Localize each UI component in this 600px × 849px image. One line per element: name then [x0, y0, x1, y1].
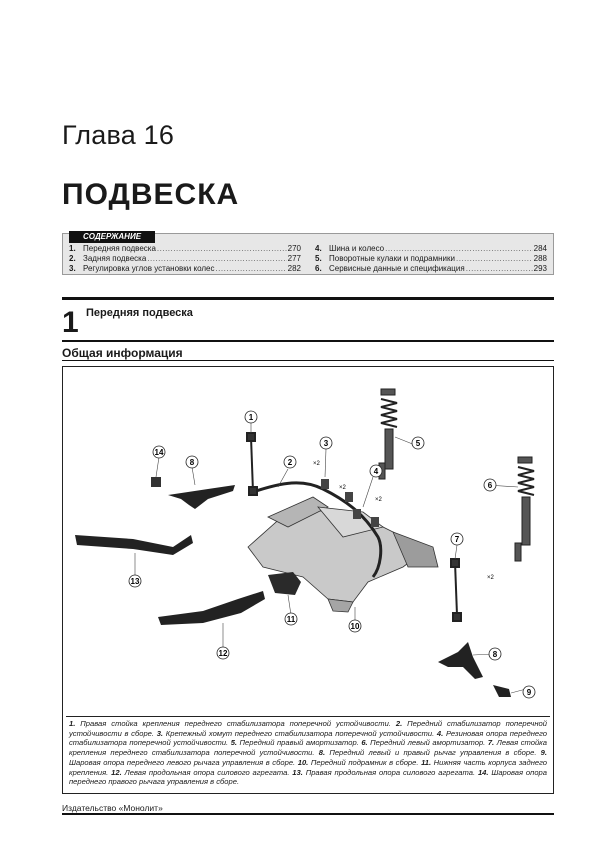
section-title: Передняя подвеска: [86, 307, 193, 319]
publisher-footer: Издательство «Монолит»: [62, 803, 163, 813]
svg-text:5: 5: [415, 439, 421, 448]
section-number: 1: [62, 306, 79, 339]
subsection-title: Общая информация: [62, 346, 183, 360]
toc-entry[interactable]: [315, 244, 547, 254]
toc-entry-title: Передняя подвеска: [83, 244, 156, 253]
callout-8-top: [186, 456, 198, 468]
toc-entry-number: 1.: [69, 244, 76, 253]
toc-entry-title: Задняя подвеска: [83, 254, 147, 263]
svg-text:13: 13: [130, 577, 140, 586]
toc-leader: [157, 244, 287, 254]
toc-entry-title: Сервисные данные и спецификация: [329, 264, 465, 273]
callout-12: [217, 647, 229, 659]
callout-11: [285, 613, 297, 625]
toc-entry-number: 2.: [69, 254, 76, 263]
toc-entry-title: Регулировка углов установки колес: [83, 264, 215, 273]
toc-entry-title: Поворотные кулаки и подрамники: [329, 254, 455, 263]
toc-entry-page: 270: [287, 244, 301, 253]
svg-text:10: 10: [350, 622, 360, 631]
control-arm-left: [438, 642, 483, 679]
toc-leader: [466, 264, 533, 274]
toc-entry-page: 277: [287, 254, 301, 263]
callout-8-bottom: [489, 648, 501, 660]
powertrain-support-left: [158, 591, 265, 625]
toc-entry-number: 5.: [315, 254, 322, 263]
callout-5: [412, 437, 424, 449]
svg-text:11: 11: [286, 615, 296, 624]
section-rule-top: [62, 297, 554, 300]
callout-13: [129, 575, 141, 587]
toc-entry-number: 3.: [69, 264, 76, 273]
toc-leader: [215, 264, 286, 274]
suspension-diagram: [63, 367, 555, 715]
toc-leader: [385, 244, 533, 254]
toc-entry[interactable]: [315, 254, 547, 264]
callout-4: [370, 465, 382, 477]
svg-text:1: 1: [248, 413, 254, 422]
caption-divider: [66, 716, 550, 717]
toc-leader: [147, 254, 286, 264]
svg-text:9: 9: [526, 688, 532, 697]
toc-column-left: [69, 244, 301, 274]
quantity-mark: ×2: [313, 461, 320, 467]
ball-joint-right: [151, 477, 161, 487]
svg-text:8: 8: [492, 650, 498, 659]
callout-6: [484, 479, 496, 491]
front-subframe: [248, 497, 438, 612]
toc-entry[interactable]: [69, 244, 301, 254]
svg-text:3: 3: [323, 439, 329, 448]
toc-header: СОДЕРЖАНИЕ: [69, 231, 155, 243]
callout-7: [451, 533, 463, 545]
callout-9: [523, 686, 535, 698]
chapter-label: Глава 16: [62, 120, 175, 150]
svg-text:4: 4: [373, 467, 379, 476]
svg-text:7: 7: [454, 535, 460, 544]
toc-entry[interactable]: [315, 264, 547, 274]
control-arm-right: [168, 485, 235, 509]
powertrain-support-right: [75, 535, 193, 555]
quantity-mark: ×2: [487, 575, 494, 581]
section-rule-bottom: [62, 340, 554, 342]
callout-10: [349, 620, 361, 632]
ball-joint-left: [493, 685, 511, 697]
toc-entry-page: 282: [287, 264, 301, 273]
figure-caption: 1. Правая стойка крепления переднего стабилизатора поперечной устойчивости. 2. Передний стабилизатор поперечной устойчивости в сборе. 3. Крепежный хомут переднего стабилизатора поперечной устойчивости. 4. Резиновая опора переднего стабилизатора поперечной устойчивости. 5. Передний правый амортизатор. 6. Передний левый амортизатор. 7. Левая стойка крепления переднего стабилизатора поперечной устойчивости. 8. Передний левый и правый рычаг управления в сборе. 9. Шаровая опора переднего левого рычага управления в сборе. 10. Передний подрамник в сборе. 11. Нижняя часть корпуса заднего крепления. 12. Левая продольная опора силового агрегата. 13. Правая продольная опора силового агрегата. 14. Шаровая опора переднего правого рычага управления в сборе.: [69, 719, 548, 787]
subsection-rule: [62, 360, 554, 361]
quantity-mark: ×2: [375, 497, 382, 503]
toc-entry-page: 288: [533, 254, 547, 263]
footer-rule: [62, 813, 554, 815]
svg-text:14: 14: [154, 448, 164, 457]
shock-absorber-left: [515, 457, 534, 561]
svg-text:8: 8: [189, 458, 195, 467]
suspension-figure: [62, 366, 554, 794]
callout-3: [320, 437, 332, 449]
callout-14: [153, 446, 165, 458]
toc-entry[interactable]: [69, 254, 301, 264]
callout-1: [245, 411, 257, 423]
toc-entry-number: 6.: [315, 264, 322, 273]
quantity-mark: ×2: [339, 485, 346, 491]
toc-entry-page: 284: [533, 244, 547, 253]
svg-text:2: 2: [287, 458, 293, 467]
svg-text:6: 6: [487, 481, 493, 490]
callout-2: [284, 456, 296, 468]
toc-entry[interactable]: [69, 264, 301, 274]
chapter-title: ПОДВЕСКА: [62, 178, 240, 211]
shock-absorber-right: [379, 389, 397, 479]
toc-leader: [456, 254, 533, 264]
stabilizer-link-right: [247, 433, 257, 495]
toc-column-right: [315, 244, 547, 274]
toc-entry-number: 4.: [315, 244, 322, 253]
toc-entry-title: Шина и колесо: [329, 244, 385, 253]
table-of-contents: [62, 233, 554, 275]
svg-text:12: 12: [218, 649, 228, 658]
toc-entry-page: 293: [533, 264, 547, 273]
stabilizer-link-left: [451, 559, 461, 621]
